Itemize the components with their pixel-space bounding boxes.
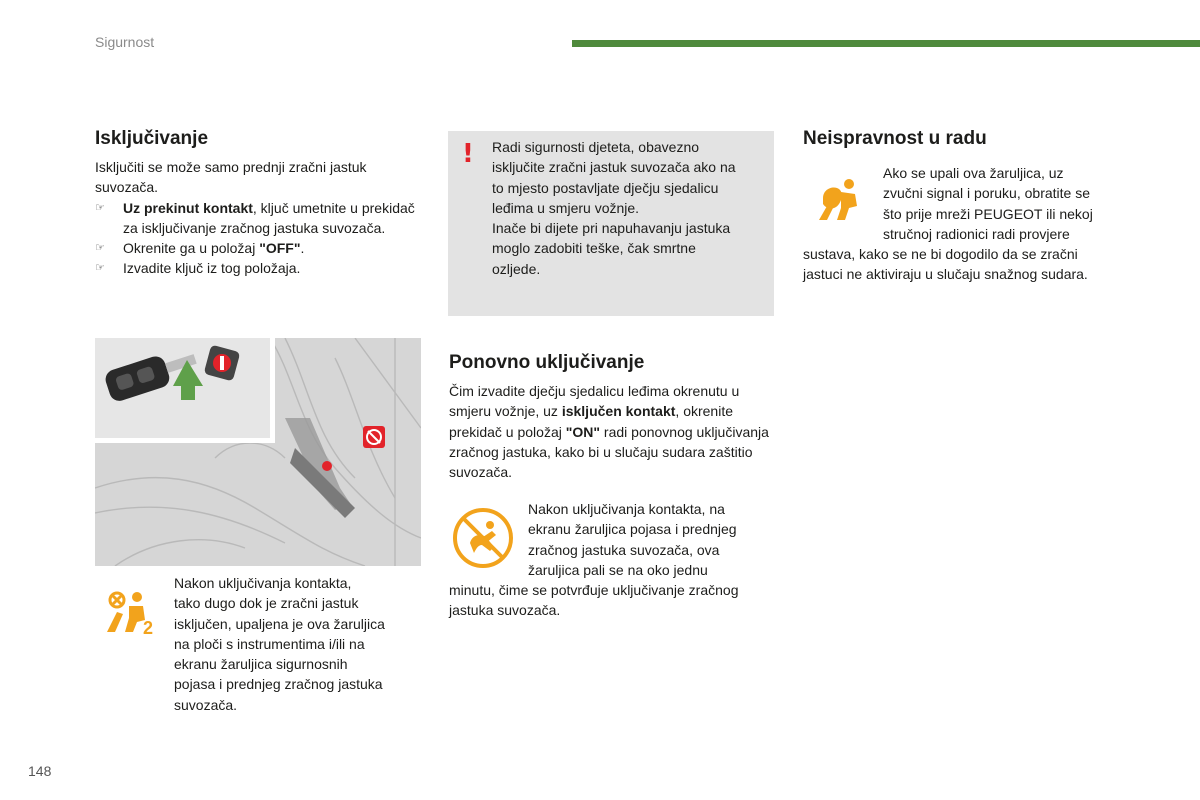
bullet-pointer-icon: ☞ [95,262,105,275]
section-accent-bar [572,40,1200,47]
heading-deactivation: Isključivanje [95,128,209,149]
reactivation-bold-b: isključen kontakt [561,403,676,420]
reactivation-paragraph [449,381,774,482]
note-line: stručnoj radionici radi provjere [883,225,1070,242]
warning-line: ozljede. [492,260,541,277]
reactivation-text-c: , okrenite prekidač u položaj [449,403,734,440]
note-line: na ploči s instrumentima i/ili na [174,635,365,652]
note-line: jastuka suvozača. [449,602,561,619]
note-line: ekranu žaruljica pojasa i prednjeg [528,521,737,538]
figure-lamp-note [174,573,424,715]
deactivation-intro: Isključiti se može samo prednji zračni jastuk suvozača. [95,159,367,196]
step-1-bold: Uz prekinut kontakt [123,199,253,216]
step-3 [95,258,415,278]
warning-line: Inače bi dijete pri napuhavanju jastuka [492,220,731,237]
heading-malfunction: Neispravnost u radu [803,128,987,149]
note-line: zvučni signal i poruku, obratite se [883,185,1090,202]
step-2-text: Okrenite ga u položaj [123,240,260,257]
reactivation-bold-d: "ON" [565,423,601,440]
note-line: zračnog jastuka suvozača, ova [528,541,720,558]
note-line: sustava, kako se ne bi dogodilo da se zračni [803,246,1078,262]
airbag-fault-icon [815,176,863,229]
child-seat-warning-box [448,131,774,316]
section-label: Sigurnost [95,34,155,50]
note-line: pojasa i prednjeg zračnog jastuka [174,676,383,693]
note-line: minutu, čime se potvrđuje uključivanje zračnog [449,582,739,598]
step-1 [95,198,415,239]
warning-exclamation-icon: ! [462,139,474,169]
warning-line: isključite zračni jastuk suvozača ako na [492,159,736,176]
note-line: isključen, upaljena je ova žaruljica [174,615,385,632]
deactivation-text [95,157,415,279]
step-3-text: Izvadite ključ iz tog položaja. [123,260,301,277]
malfunction-note-tail [803,244,1133,285]
airbag-off-warning-icon [103,588,157,641]
warning-line: to mjesto postavljate dječju sjedalicu [492,179,719,196]
step-2 [95,238,415,258]
passenger-airbag-off-icon [450,505,516,576]
note-line: ekranu žaruljica sigurnosnih [174,656,348,673]
note-line: jastuci ne aktiviraju u slučaju snažnog sudara. [803,266,1088,283]
heading-reactivation: Ponovno uključivanje [449,352,645,373]
malfunction-note [883,163,1123,244]
note-line: Nakon uključivanja kontakta, [174,575,352,591]
note-line: tako dugo dok je zračni jastuk [174,595,359,612]
reactivation-text-e: radi ponovnog uključivanja zračnog jastuka, kako bi u slučaju sudara zaštitio suvozača. [449,423,769,481]
reactivation-lamp-note-tail [449,580,779,621]
bullet-pointer-icon: ☞ [95,242,105,255]
reactivation-lamp-note [528,499,776,580]
warning-text [492,137,768,279]
airbag-switch-illustration [95,338,421,566]
note-line: Nakon uključivanja kontakta, na [528,501,725,517]
note-line: što prije mreži PEUGEOT ili nekoj [883,205,1093,222]
page-number: 148 [28,763,52,779]
step-1-text: , ključ umetnite u prekidač za isključivanje zračnog jastuka suvozača. [123,199,415,236]
warning-line: Radi sigurnosti djeteta, obavezno [492,139,700,155]
note-line: Ako se upali ova žaruljica, uz [883,165,1064,181]
warning-line: moglo zadobiti teške, čak smrtne [492,240,696,257]
svg-text:2: 2 [143,618,154,636]
bullet-pointer-icon: ☞ [95,201,105,214]
dashboard-drawing [95,338,421,566]
note-line: žaruljica pali se na oko jednu [528,561,708,578]
step-2-end: . [300,240,305,257]
note-line: suvozača. [174,696,238,713]
reactivation-text-a: Čim izvadite dječju sjedalicu leđima okrenutu u smjeru vožnje, uz [449,383,740,420]
warning-line: leđima u smjeru vožnje. [492,199,640,216]
step-2-bold: "OFF" [259,240,301,257]
reactivation-text [449,381,774,482]
